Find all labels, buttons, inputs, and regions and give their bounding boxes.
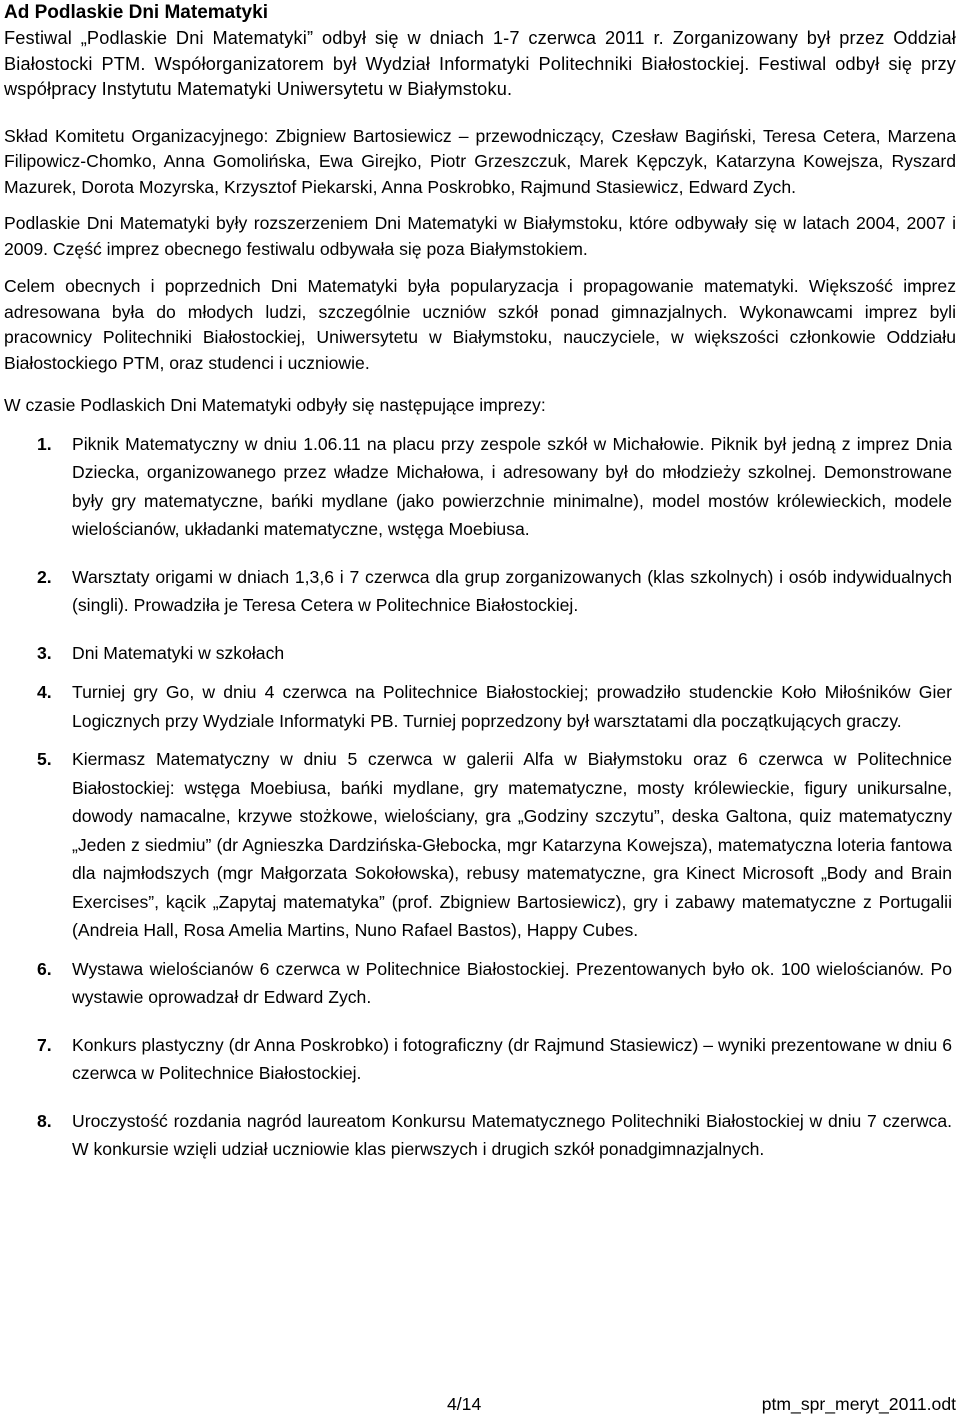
page-number: 4/14 [447, 1394, 482, 1414]
list-item-number: 7. [37, 1034, 52, 1055]
goals-paragraph: Celem obecnych i poprzednich Dni Matematyki była popularyzacja i propagowanie matematyki. Większość imprez adresowana była do młodych ludzi, szczególnie uczniów szkół ponad gimnazjalnych. Wykonawcami imprez byli pracownicy Politechniki Białostockiej, Uniwersytetu w Białymstoku, nauczyciele, w większości członkowie Oddziału Białostockiego PTM, oraz studenci i uczniowie. [4, 276, 956, 373]
list-item-number: 2. [37, 566, 52, 587]
intro-paragraph: Festiwal „Podlaskie Dni Matematyki” odbył się w dniach 1-7 czerwca 2011 r. Zorganizowany był przez Oddział Białostocki PTM. Współorganizatorem był Wydział Informatyki Politechniki Białostockiej. Festiwal odbył się przy współpracy Instytutu Matematyki Uniwersytetu w Białymstoku. [4, 28, 956, 99]
list-item [4, 1031, 956, 1088]
list-item-text: Warsztaty origami w dniach 1,3,6 i 7 czerwca dla grup zorganizowanych (klas szkolnych) i osób indywidualnych (singli). Prowadziła je Teresa Cetera w Politechnice Białostockiej. [72, 566, 952, 615]
list-item-number: 1. [37, 433, 52, 454]
list-item [4, 563, 956, 620]
list-item [4, 1107, 956, 1164]
list-item-text: Piknik Matematyczny w dniu 1.06.11 na placu przy zespole szkół w Michałowie. Piknik był jedną z imprez Dnia Dziecka, organizowanego przez władze Michałowa, i adresowany był do młodzieży szkolnej. Demonstrowane były gry matematyczne, bańki mydlane (jako powierzchnie minimalne), model mostów królewieckich, modele wielościanów, układanki matematyczne, wstęga Moebiusa. [72, 433, 952, 539]
events-intro: W czasie Podlaskich Dni Matematyki odbyły się następujące imprezy: [4, 395, 546, 415]
list-item [4, 745, 956, 945]
list-item-text: Dni Matematyki w szkołach [72, 642, 285, 663]
list-item [4, 430, 956, 544]
list-item-number: 4. [37, 682, 52, 702]
list-item-text: Uroczystość rozdania nagród laureatom Konkursu Matematycznego Politechniki Białostockiej w dniu 7 czerwca. W konkursie wzięli udział uczniowie klas pierwszych i drugich szkół ponadgimnazjalnych. [72, 1110, 952, 1159]
list-item-text: Wystawa wielościanów 6 czerwca w Politechnice Białostockiej. Prezentowanych było ok. 100 wielościanów. Po wystawie oprowadzał dr Edward Zych. [72, 958, 952, 1007]
list-item-text: Kiermasz Matematyczny w dniu 5 czerwca w galerii Alfa w Białymstoku oraz 6 czerwca w Politechnice Białostockiej: wstęga Moebiusa, bańki mydlane, gry matematyczne, mosty królewieckie, figury unikursalne, dowody namacalne, krzywe stożkowe, wielościany, gra „Godziny szczytu”, deska Galtona, quiz matematyczny „Jeden z siedmiu” (dr Agnieszka Dardzińska-Głebocka, mgr Katarzyna Kowejsza), matematyczna loteria fantowa dla najmłodszych (mgr Małgorzata Sokołowska), rebusy matematyczne, gra Kinect Microsoft „Body and Brain Exercises”, kącik „Zapytaj matematyka” (prof. Zbigniew Bartosiewicz), gry i zabawy matematyczne z Portugalii (Andreia Hall, Rosa Amelia Martins, Nuno Rafael Bastos), Happy Cubes. [72, 749, 952, 940]
list-item [4, 678, 956, 735]
list-item-text: Turniej gry Go, w dniu 4 czerwca na Politechnice Białostockiej; prowadziło studenckie Koło Miłośników Gier Logicznych przy Wydziale Informatyki PB. Turniej poprzedzony był warsztatami dla początkujących graczy. [72, 682, 952, 731]
list-item-number: 6. [37, 958, 52, 979]
list-item-number: 5. [37, 749, 52, 769]
committee-paragraph: Skład Komitetu Organizacyjnego: Zbigniew Bartosiewicz – przewodniczący, Czesław Bagiński, Teresa Cetera, Marzena Filipowicz-Chomko, Anna Gomolińska, Ewa Girejko, Piotr Grzeszczuk, Marek Kępczyk, Katarzyna Kowejsza, Ryszard Mazurek, Dorota Mozyrska, Krzysztof Piekarski, Anna Poskrobko, Rajmund Stasiewicz, Edward Zych. [4, 125, 956, 197]
document-title: Ad Podlaskie Dni Matematyki [4, 2, 268, 23]
list-item-text: Konkurs plastyczny (dr Anna Poskrobko) i fotograficzny (dr Rajmund Stasiewicz) – wyniki prezentowane w dniu 6 czerwca w Politechnice Białostockiej. [72, 1034, 952, 1083]
list-item [4, 955, 956, 1012]
list-item-number: 8. [37, 1110, 52, 1131]
file-name: ptm_spr_meryt_2011.odt [761, 1394, 956, 1414]
list-item [4, 639, 956, 668]
events-list [4, 430, 956, 1164]
document-page [4, 0, 956, 1164]
list-item-number: 3. [37, 642, 52, 663]
history-paragraph: Podlaskie Dni Matematyki były rozszerzeniem Dni Matematyki w Białymstoku, które odbywały się w latach 2004, 2007 i 2009. Część imprez obecnego festiwalu odbywała się poza Białymstokiem. [4, 213, 956, 259]
